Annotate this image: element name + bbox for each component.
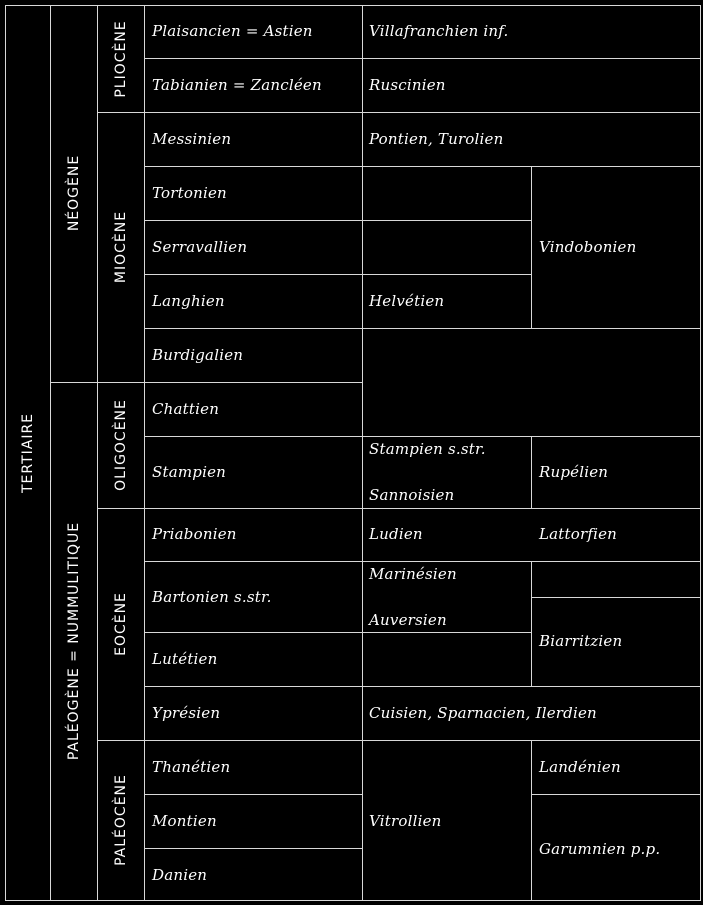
regional-vindobonien: Vindobonien xyxy=(539,238,637,256)
regional-garumnien: Garumnien p.p. xyxy=(539,840,661,858)
border-top xyxy=(5,5,701,6)
period-divider xyxy=(50,382,98,383)
regional-landenien: Landénien xyxy=(539,758,621,776)
row-divider xyxy=(362,58,701,59)
row-divider xyxy=(362,220,532,221)
col-divider xyxy=(531,561,532,687)
epoch-label-pliocene: PLIOCÈNE xyxy=(113,20,129,98)
row-divider xyxy=(144,274,363,275)
row-divider xyxy=(144,794,363,795)
stage-plaisancien: Plaisancien = Astien xyxy=(152,22,313,40)
regional-biarritzien: Biarritzien xyxy=(539,632,623,650)
regional-marinesien: Marinésien xyxy=(369,565,457,583)
border-right xyxy=(700,5,701,901)
row-divider xyxy=(144,58,363,59)
period-label-neogene: NÉOGÈNE xyxy=(66,154,82,232)
row-divider xyxy=(362,274,532,275)
epoch-divider xyxy=(97,382,145,383)
stage-chattien: Chattien xyxy=(152,400,220,418)
regional-cuisien: Cuisien, Sparnacien, Ilerdien xyxy=(369,704,597,722)
stage-serravallien: Serravallien xyxy=(152,238,248,256)
row-divider xyxy=(362,436,701,437)
row-divider xyxy=(144,436,363,437)
regional-sannoisien: Sannoisien xyxy=(369,486,455,504)
regional-pontien: Pontien, Turolien xyxy=(369,130,504,148)
col-divider xyxy=(362,5,363,901)
row-divider xyxy=(144,112,363,113)
regional-lattorfien: Lattorfien xyxy=(539,525,618,543)
stage-burdigalien: Burdigalien xyxy=(152,346,244,364)
regional-ludien: Ludien xyxy=(369,525,423,543)
row-divider xyxy=(362,508,701,509)
regional-rupelien: Rupélien xyxy=(539,463,609,481)
row-divider xyxy=(362,112,701,113)
stage-lutetien: Lutétien xyxy=(152,650,218,668)
row-divider xyxy=(144,328,363,329)
stage-messinien: Messinien xyxy=(152,130,232,148)
col-divider xyxy=(531,166,532,329)
epoch-divider xyxy=(97,508,145,509)
stage-montien: Montien xyxy=(152,812,217,830)
col-divider xyxy=(97,5,98,901)
epoch-label-miocene: MIOCÈNE xyxy=(113,210,129,284)
regional-ruscinien: Ruscinien xyxy=(369,76,446,94)
border-bottom xyxy=(5,900,701,901)
row-divider xyxy=(144,166,363,167)
border-left xyxy=(5,5,6,901)
row-divider xyxy=(144,220,363,221)
row-divider xyxy=(144,740,363,741)
col-divider xyxy=(50,5,51,901)
stage-langhien: Langhien xyxy=(152,292,225,310)
era-label: TERTIAIRE xyxy=(20,412,36,494)
col-divider xyxy=(144,5,145,901)
period-label-paleogene: PALÉOGÈNE = NUMMULITIQUE xyxy=(66,521,82,761)
stage-tortonien: Tortonien xyxy=(152,184,227,202)
epoch-label-eocene: EOCÈNE xyxy=(113,592,129,656)
row-divider xyxy=(531,794,701,795)
row-divider xyxy=(362,740,701,741)
row-divider xyxy=(362,328,701,329)
epoch-divider xyxy=(97,740,145,741)
row-divider xyxy=(144,561,363,562)
col-divider xyxy=(531,436,532,508)
regional-villafranchien: Villafranchien inf. xyxy=(369,22,509,40)
regional-helvetien: Helvétien xyxy=(369,292,445,310)
row-divider xyxy=(362,632,532,633)
stage-danien: Danien xyxy=(152,866,208,884)
row-divider xyxy=(362,686,701,687)
col-divider xyxy=(531,740,532,901)
row-divider xyxy=(144,382,363,383)
stage-tabianien: Tabianien = Zancléen xyxy=(152,76,322,94)
row-divider xyxy=(362,166,701,167)
row-divider xyxy=(144,848,363,849)
stage-bartonien: Bartonien s.str. xyxy=(152,588,272,606)
stage-thanetien: Thanétien xyxy=(152,758,231,776)
epoch-divider xyxy=(97,112,145,113)
stage-ypresien: Yprésien xyxy=(152,704,221,722)
epoch-label-paleocene: PALÉOCÈNE xyxy=(113,774,129,866)
regional-stampien-sstr: Stampien s.str. xyxy=(369,440,486,458)
row-divider xyxy=(144,686,363,687)
stage-stampien: Stampien xyxy=(152,463,227,481)
stage-priabonien: Priabonien xyxy=(152,525,237,543)
regional-auversien: Auversien xyxy=(369,611,447,629)
row-divider xyxy=(144,508,363,509)
row-divider xyxy=(531,597,701,598)
regional-vitrollien: Vitrollien xyxy=(369,812,442,830)
row-divider xyxy=(362,561,701,562)
row-divider xyxy=(144,632,363,633)
epoch-label-oligocene: OLIGOCÈNE xyxy=(113,399,129,491)
